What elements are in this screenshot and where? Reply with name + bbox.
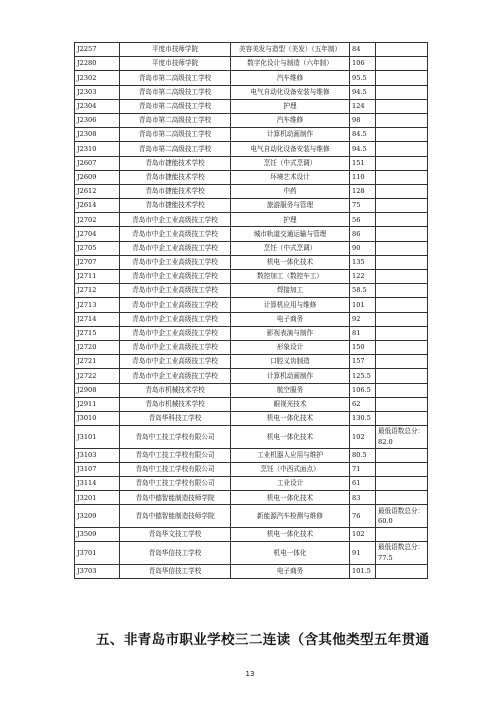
table-row xyxy=(75,57,428,71)
table-row xyxy=(75,491,428,505)
score-cell: 84 xyxy=(350,43,376,57)
code-cell: J3201 xyxy=(75,491,120,505)
remark-cell xyxy=(376,142,428,156)
remark-cell xyxy=(376,477,428,491)
major-cell: 航空服务 xyxy=(231,383,350,397)
table-row xyxy=(75,312,428,326)
code-cell: J3114 xyxy=(75,477,120,491)
remark-value: 82.0 xyxy=(378,437,393,446)
table-row xyxy=(75,426,428,449)
score-cell: 94.5 xyxy=(350,85,376,99)
remark-cell xyxy=(376,411,428,425)
major-cell: 形象设计 xyxy=(231,340,350,354)
score-cell: 58.5 xyxy=(350,284,376,298)
major-cell: 机电一体化技术 xyxy=(231,426,350,449)
major-cell: 机电一体化技术 xyxy=(231,491,350,505)
table-row xyxy=(75,241,428,255)
school-cell: 青岛市第二高级技工学校 xyxy=(120,71,231,85)
score-cell: 91 xyxy=(350,542,376,565)
major-cell: 机电一体化技术 xyxy=(231,528,350,542)
score-cell: 101.5 xyxy=(350,564,376,578)
code-cell: J2308 xyxy=(75,128,120,142)
school-cell: 青岛市中企工业高级技工学校 xyxy=(120,213,231,227)
school-cell: 青岛市捷能技术学校 xyxy=(120,170,231,184)
major-cell: 焊接加工 xyxy=(231,284,350,298)
page-number: 13 xyxy=(245,670,255,678)
table-row xyxy=(75,284,428,298)
remark-cell xyxy=(376,99,428,113)
major-cell: 电气自动化设备安装与维修 xyxy=(231,142,350,156)
score-cell: 75 xyxy=(350,199,376,213)
table-row xyxy=(75,85,428,99)
table-row xyxy=(75,477,428,491)
school-cell: 青岛中工技工学校有限公司 xyxy=(120,448,231,462)
remark-cell xyxy=(376,156,428,170)
score-cell: 135 xyxy=(350,255,376,269)
school-cell: 青岛市中企工业高级技工学校 xyxy=(120,255,231,269)
code-cell: J2280 xyxy=(75,57,120,71)
major-cell: 口腔义齿制造 xyxy=(231,355,350,369)
score-cell: 101 xyxy=(350,298,376,312)
score-cell: 128 xyxy=(350,184,376,198)
code-cell: J2713 xyxy=(75,298,120,312)
code-cell: J2612 xyxy=(75,184,120,198)
school-cell: 青岛市中企工业高级技工学校 xyxy=(120,312,231,326)
remark-label: 最低语数总分： xyxy=(378,543,425,552)
code-cell: J3107 xyxy=(75,462,120,476)
table-row xyxy=(75,448,428,462)
remark-cell xyxy=(376,564,428,578)
table-row xyxy=(75,542,428,565)
score-cell: 92 xyxy=(350,312,376,326)
remark-cell xyxy=(376,312,428,326)
score-cell: 56 xyxy=(350,213,376,227)
code-cell: J2908 xyxy=(75,383,120,397)
remark-cell xyxy=(376,199,428,213)
table-row xyxy=(75,156,428,170)
remark-cell xyxy=(376,57,428,71)
major-cell: 汽车维修 xyxy=(231,113,350,127)
major-cell: 中药 xyxy=(231,184,350,198)
table-row xyxy=(75,564,428,578)
major-cell: 新能源汽车检测与维修 xyxy=(231,505,350,528)
score-cell: 157 xyxy=(350,355,376,369)
major-cell: 电子商务 xyxy=(231,312,350,326)
major-cell: 计算机动画制作 xyxy=(231,128,350,142)
school-cell: 青岛中工技工学校有限公司 xyxy=(120,477,231,491)
remark-cell xyxy=(376,113,428,127)
code-cell: J2609 xyxy=(75,170,120,184)
table-row xyxy=(75,397,428,411)
score-cell: 90 xyxy=(350,241,376,255)
code-cell: J2303 xyxy=(75,85,120,99)
table-row xyxy=(75,340,428,354)
table-row xyxy=(75,43,428,57)
table-row xyxy=(75,326,428,340)
score-cell: 83 xyxy=(350,491,376,505)
school-cell: 青岛市第二高级技工学校 xyxy=(120,128,231,142)
remark-cell xyxy=(376,184,428,198)
score-cell: 130.5 xyxy=(350,411,376,425)
school-cell: 青岛市第二高级技工学校 xyxy=(120,85,231,99)
code-cell: J3209 xyxy=(75,505,120,528)
remark-cell xyxy=(376,128,428,142)
major-cell: 工业设计 xyxy=(231,477,350,491)
major-cell: 计算机动画制作 xyxy=(231,369,350,383)
code-cell: J2721 xyxy=(75,355,120,369)
major-cell: 机电一体化技术 xyxy=(231,255,350,269)
remark-cell xyxy=(376,241,428,255)
code-cell: J2310 xyxy=(75,142,120,156)
score-cell: 122 xyxy=(350,270,376,284)
code-cell: J2704 xyxy=(75,227,120,241)
score-cell: 76 xyxy=(350,505,376,528)
school-cell: 青岛市机械技术学校 xyxy=(120,383,231,397)
table-row xyxy=(75,184,428,198)
remark-cell xyxy=(376,298,428,312)
score-cell: 150 xyxy=(350,340,376,354)
table-row xyxy=(75,128,428,142)
school-cell: 青岛市中企工业高级技工学校 xyxy=(120,241,231,255)
score-cell: 106 xyxy=(350,57,376,71)
school-cell: 青岛市中企工业高级技工学校 xyxy=(120,270,231,284)
remark-cell xyxy=(376,505,428,528)
school-cell: 青岛中德智能制造技师学院 xyxy=(120,491,231,505)
remark-value: 77.5 xyxy=(378,554,393,563)
score-cell: 61 xyxy=(350,477,376,491)
code-cell: J2722 xyxy=(75,369,120,383)
code-cell: J3509 xyxy=(75,528,120,542)
table-row xyxy=(75,383,428,397)
school-cell: 青岛华文技工学校 xyxy=(120,528,231,542)
remark-cell xyxy=(376,170,428,184)
code-cell: J2614 xyxy=(75,199,120,213)
major-cell: 影视表演与制作 xyxy=(231,326,350,340)
table-row xyxy=(75,170,428,184)
code-cell: J2257 xyxy=(75,43,120,57)
remark-cell xyxy=(376,326,428,340)
school-cell: 青岛华信技工学校 xyxy=(120,542,231,565)
remark-cell xyxy=(376,426,428,449)
major-cell: 烹饪（中式烹调） xyxy=(231,156,350,170)
school-cell: 青岛市中企工业高级技工学校 xyxy=(120,284,231,298)
score-cell: 80.5 xyxy=(350,448,376,462)
table-row xyxy=(75,142,428,156)
code-cell: J3103 xyxy=(75,448,120,462)
remark-cell xyxy=(376,85,428,99)
table-row xyxy=(75,369,428,383)
table-row xyxy=(75,99,428,113)
code-cell: J2712 xyxy=(75,284,120,298)
major-cell: 计算机应用与维修 xyxy=(231,298,350,312)
school-cell: 平度市技师学院 xyxy=(120,43,231,57)
major-cell: 烹饪（中西式面点） xyxy=(231,462,350,476)
school-cell: 青岛中工技工学校有限公司 xyxy=(120,426,231,449)
code-cell: J2304 xyxy=(75,99,120,113)
score-cell: 84.5 xyxy=(350,128,376,142)
score-cell: 62 xyxy=(350,397,376,411)
score-cell: 71 xyxy=(350,462,376,476)
code-cell: J2720 xyxy=(75,340,120,354)
score-cell: 81 xyxy=(350,326,376,340)
table-row xyxy=(75,199,428,213)
school-cell: 青岛市第二高级技工学校 xyxy=(120,99,231,113)
major-cell: 机电一体化 xyxy=(231,542,350,565)
score-cell: 124 xyxy=(350,99,376,113)
table-row xyxy=(75,213,428,227)
school-cell: 青岛市捷能技术学校 xyxy=(120,199,231,213)
score-cell: 102 xyxy=(350,426,376,449)
remark-cell xyxy=(376,462,428,476)
major-cell: 美容美发与造型（美发）（五年制） xyxy=(231,43,350,57)
code-cell: J3703 xyxy=(75,564,120,578)
major-cell: 护理 xyxy=(231,213,350,227)
major-cell: 护理 xyxy=(231,99,350,113)
table-row xyxy=(75,355,428,369)
table-row xyxy=(75,505,428,528)
school-cell: 青岛市中企工业高级技工学校 xyxy=(120,340,231,354)
table-row xyxy=(75,528,428,542)
major-cell: 电气自动化设备安装与维修 xyxy=(231,85,350,99)
table-body xyxy=(75,43,428,579)
score-cell: 125.5 xyxy=(350,369,376,383)
code-cell: J3010 xyxy=(75,411,120,425)
school-cell: 青岛市中企工业高级技工学校 xyxy=(120,326,231,340)
remark-cell xyxy=(376,397,428,411)
remark-cell xyxy=(376,284,428,298)
table-row xyxy=(75,255,428,269)
table-row xyxy=(75,298,428,312)
table-row xyxy=(75,227,428,241)
score-cell: 110 xyxy=(350,170,376,184)
major-cell: 机电一体化技术 xyxy=(231,411,350,425)
remark-cell xyxy=(376,383,428,397)
code-cell: J2707 xyxy=(75,255,120,269)
score-cell: 94.5 xyxy=(350,142,376,156)
major-cell: 城市轨道交通运输与管理 xyxy=(231,227,350,241)
major-cell: 数字化设计与制造（六年制） xyxy=(231,57,350,71)
score-cell: 98 xyxy=(350,113,376,127)
school-cell: 青岛市第二高级技工学校 xyxy=(120,142,231,156)
major-cell: 工业机器人应用与维护 xyxy=(231,448,350,462)
score-cell: 106.5 xyxy=(350,383,376,397)
section-heading: 五、非青岛市职业学校三二连读（含其他类型五年贯通 xyxy=(96,632,430,648)
school-cell: 青岛市中企工业高级技工学校 xyxy=(120,227,231,241)
score-cell: 95.5 xyxy=(350,71,376,85)
school-cell: 青岛华科技工学校 xyxy=(120,411,231,425)
major-cell: 汽车维修 xyxy=(231,71,350,85)
code-cell: J2302 xyxy=(75,71,120,85)
school-cell: 青岛华信技工学校 xyxy=(120,564,231,578)
school-cell: 青岛市第二高级技工学校 xyxy=(120,113,231,127)
remark-cell xyxy=(376,369,428,383)
remark-cell xyxy=(376,227,428,241)
remark-label: 最低语数总分： xyxy=(378,506,425,515)
major-cell: 数控加工（数控车工） xyxy=(231,270,350,284)
remark-cell xyxy=(376,71,428,85)
table-row xyxy=(75,462,428,476)
remark-cell xyxy=(376,270,428,284)
code-cell: J2714 xyxy=(75,312,120,326)
school-cell: 青岛市中企工业高级技工学校 xyxy=(120,369,231,383)
school-cell: 青岛市机械技术学校 xyxy=(120,397,231,411)
major-cell: 环境艺术设计 xyxy=(231,170,350,184)
remark-value: 60.0 xyxy=(378,517,393,526)
major-cell: 眼视光技术 xyxy=(231,397,350,411)
admission-score-table xyxy=(74,42,428,579)
major-cell: 电子商务 xyxy=(231,564,350,578)
remark-cell xyxy=(376,448,428,462)
school-cell: 青岛市捷能技术学校 xyxy=(120,184,231,198)
school-cell: 青岛中工技工学校有限公司 xyxy=(120,462,231,476)
remark-cell xyxy=(376,213,428,227)
remark-label: 最低语数总分： xyxy=(378,427,425,436)
table-row xyxy=(75,411,428,425)
remark-cell xyxy=(376,340,428,354)
code-cell: J2711 xyxy=(75,270,120,284)
code-cell: J2306 xyxy=(75,113,120,127)
code-cell: J2702 xyxy=(75,213,120,227)
school-cell: 平度市技师学院 xyxy=(120,57,231,71)
code-cell: J2715 xyxy=(75,326,120,340)
table-row xyxy=(75,270,428,284)
school-cell: 青岛市中企工业高级技工学校 xyxy=(120,298,231,312)
remark-cell xyxy=(376,255,428,269)
code-cell: J2911 xyxy=(75,397,120,411)
score-cell: 151 xyxy=(350,156,376,170)
table-row xyxy=(75,71,428,85)
code-cell: J2705 xyxy=(75,241,120,255)
major-cell: 烹饪（中式烹调） xyxy=(231,241,350,255)
table-row xyxy=(75,113,428,127)
school-cell: 青岛市捷能技术学校 xyxy=(120,156,231,170)
code-cell: J2607 xyxy=(75,156,120,170)
remark-cell xyxy=(376,542,428,565)
score-cell: 102 xyxy=(350,528,376,542)
major-cell: 旅游服务与管理 xyxy=(231,199,350,213)
remark-cell xyxy=(376,491,428,505)
remark-cell xyxy=(376,43,428,57)
code-cell: J3701 xyxy=(75,542,120,565)
remark-cell xyxy=(376,528,428,542)
school-cell: 青岛市中企工业高级技工学校 xyxy=(120,355,231,369)
code-cell: J3101 xyxy=(75,426,120,449)
remark-cell xyxy=(376,355,428,369)
school-cell: 青岛中德智能制造技师学院 xyxy=(120,505,231,528)
score-cell: 86 xyxy=(350,227,376,241)
